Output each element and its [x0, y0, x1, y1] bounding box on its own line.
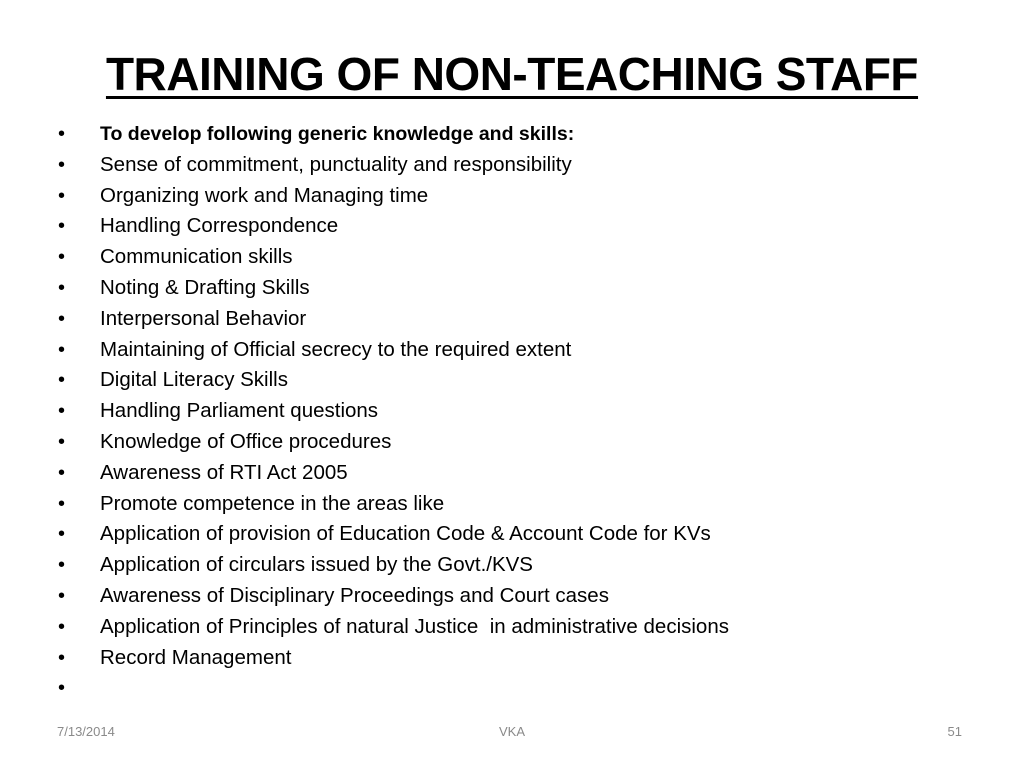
bullet-dot: •	[58, 369, 66, 392]
bullet-text: Digital Literacy Skills	[100, 368, 288, 392]
bullet-item	[58, 150, 978, 181]
bullet-item	[58, 365, 978, 396]
bullet-item	[58, 396, 978, 427]
bullet-dot: •	[58, 215, 66, 238]
bullet-text: Sense of commitment, punctuality and responsibility	[100, 152, 572, 176]
bullet-text: Application of circulars issued by the Govt./KVS	[100, 553, 533, 577]
bullet-dot: •	[58, 400, 66, 423]
bullet-dot: •	[58, 307, 66, 330]
bullet-dot: •	[58, 615, 66, 638]
bullet-item	[58, 119, 978, 150]
bullet-item	[58, 458, 978, 489]
bullet-text: Awareness of Disciplinary Proceedings and Court cases	[100, 583, 609, 607]
footer-date: 7/13/2014	[57, 724, 115, 739]
bullet-dot: •	[58, 430, 66, 453]
bullet-item	[58, 304, 978, 335]
bullet-text: Organizing work and Managing time	[100, 183, 429, 207]
bullet-text: Application of provision of Education Code & Account Code for KVs	[100, 522, 711, 546]
bullet-text: To develop following generic knowledge and skills:	[100, 123, 575, 145]
bullet-item	[58, 519, 978, 550]
bullet-dot: •	[58, 584, 66, 607]
bullet-dot: •	[58, 184, 66, 207]
bullet-text: Maintaining of Official secrecy to the required extent	[100, 337, 572, 361]
bullet-item	[58, 673, 978, 704]
bullet-item	[58, 242, 978, 273]
bullet-text: Handling Correspondence	[100, 214, 339, 238]
bullet-item	[58, 643, 978, 674]
slide-title-text: TRAINING OF NON-TEACHING STAFF	[105, 48, 919, 100]
bullet-dot: •	[58, 246, 66, 269]
bullet-item	[58, 550, 978, 581]
bullet-text: Communication skills	[100, 245, 293, 269]
bullet-text: Awareness of RTI Act 2005	[100, 460, 348, 484]
bullet-item	[58, 581, 978, 612]
bullet-dot: •	[58, 554, 66, 577]
bullet-text: Interpersonal Behavior	[100, 306, 307, 330]
bullet-text: Promote competence in the areas like	[100, 491, 445, 515]
bullet-dot: •	[58, 123, 66, 145]
bullet-text: Application of Principles of natural Justice in administrative decisions	[100, 614, 729, 638]
slide-title	[0, 46, 1024, 102]
bullet-dot: •	[58, 492, 66, 515]
bullet-text: Handling Parliament questions	[100, 399, 379, 423]
bullet-text: Noting & Drafting Skills	[100, 275, 310, 299]
bullet-list	[58, 119, 978, 704]
bullet-item	[58, 612, 978, 643]
bullet-dot: •	[58, 338, 66, 361]
bullet-item	[58, 335, 978, 366]
footer-page-number: 51	[947, 724, 962, 739]
bullet-text: Record Management	[100, 645, 292, 669]
bullet-item	[58, 489, 978, 520]
bullet-dot: •	[58, 677, 66, 700]
bullet-item	[58, 273, 978, 304]
footer-center-text: VKA	[498, 724, 525, 739]
bullet-item	[58, 181, 978, 212]
bullet-text: Knowledge of Office procedures	[100, 429, 392, 453]
bullet-dot: •	[58, 461, 66, 484]
bullet-dot: •	[58, 276, 66, 299]
bullet-dot: •	[58, 153, 66, 176]
bullet-dot: •	[58, 523, 66, 546]
bullet-dot: •	[58, 646, 66, 669]
bullet-item	[58, 211, 978, 242]
bullet-item	[58, 427, 978, 458]
